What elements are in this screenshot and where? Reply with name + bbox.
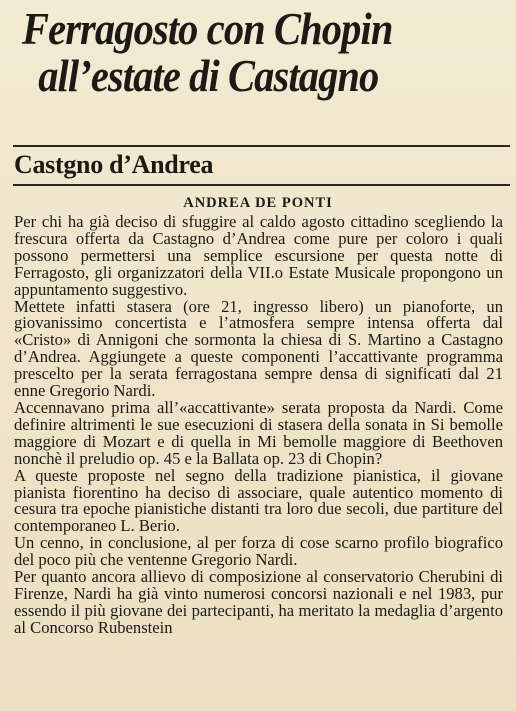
article-paragraph-2: Mettete infatti stasera (ore 21, ingresso libero) un pianoforte, un giovanissimo concertista e l’atmosfera sempre intensa offerta dal «Cristo» di Annigoni che sormonta la chiesa di S. Martino a Castagno d’Andrea. Aggiungete a queste componenti l’accattivante programma prescelto per la serata ferragostana sempre densa di significati dal 21 enne Gregorio Nardi.: [14, 296, 503, 401]
article-paragraph-5: Un cenno, in conclusione, al per forza di cose scarno profilo biografico del poco più che ventenne Gregorio Nardi.: [14, 533, 503, 570]
article-paragraph-4: A queste proposte nel segno della tradizione pianistica, il giovane pianista fiorentino ha deciso di associare, quale autentico momento di cesura tra epoche pianistiche distanti tra loro due secoli, due partiture del contemporaneo L. Berio.: [14, 465, 503, 536]
top-rule: [13, 145, 510, 147]
section-heading: Castgno d’Andrea: [14, 150, 214, 179]
article-paragraph-3: Accennavano prima all’«accattivante» serata proposta da Nardi. Come definire altrimenti le sue esecuzioni di stasera della sonata in Si bemolle maggiore di Mozart e di quella in Mi bemolle maggiore di Beethoven nonchè il preludio op. 45 e la Ballata op. 23 di Chopin?: [14, 397, 503, 468]
article-paragraph-6: Per quanto ancora allievo di composizione al conservatorio Cherubini di Firenze, Nardi ha già vinto numerosi concorsi nazionali e nel 1983, pur essendo il più giovane dei partecipanti, ha meritato la medaglia d’argento al Concorso Rubenstein: [14, 567, 503, 637]
article-paragraph-1: Per chi ha già deciso di sfuggire al caldo agosto cittadino scegliendo la frescura offerta da Castagno d’Andrea come pure per coloro i quali possono permettersi una semplice escursione per questa notte di Ferragosto, gli organizzatori della VII.o Estate Musicale propongono un appuntamento suggestivo.: [14, 212, 503, 299]
headline-line-1: Ferragosto con Chopin: [22, 4, 393, 54]
headline-line-2: all’estate di Castagno: [38, 51, 379, 101]
section-rule: [13, 184, 510, 186]
article-body: [14, 214, 503, 637]
byline: ANDREA DE PONTI: [183, 195, 333, 211]
headline: [22, 6, 454, 100]
